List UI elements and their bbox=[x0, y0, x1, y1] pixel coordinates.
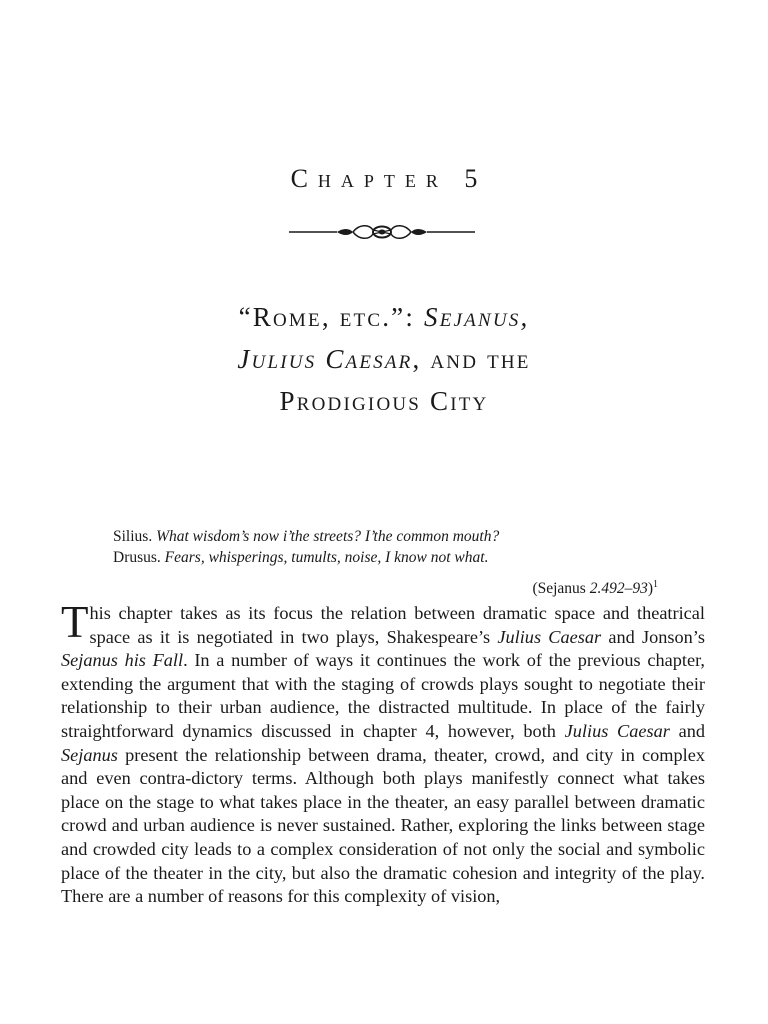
epigraph bbox=[113, 526, 658, 599]
body-paragraph: This chapter takes as its focus the relation between dramatic space and theatrical space as it is negotiated in two plays, Shakespeare’s Julius Caesar and Jonson’s Sejanus his Fall. In a number of ways it continues the work of the previous chapter, extending the argument that with the staging of crowds plays sought to negotiate their relationship to their urban audience, the distracted multitude. In place of the fairly straightforward dynamics discussed in chapter 4, however, both Julius Caesar and Sejanus present the relationship between drama, theater, crowd, and city in complex and even contra-dictory terms. Although both plays manifestly connect what takes place on the stage to what takes place in the theater, an easy parallel between dramatic crowd and urban audience is never sustained. Rather, exploring the links between stage and crowded city leads to a complex consideration of not only the social and symbolic place of the theater in the city, but also the dramatic cohesion and integrity of the play. There are a number of reasons for this complexity of vision, bbox=[61, 597, 706, 907]
drop-cap: T bbox=[61, 597, 89, 647]
title-line-1: “Rome, etc.”: Sejanus, bbox=[238, 302, 530, 332]
footnote-marker[interactable]: 1 bbox=[653, 579, 658, 590]
chapter-title bbox=[0, 296, 768, 422]
epigraph-line-2: Drusus. Fears, whisperings, tumults, noise, I know not what. bbox=[113, 549, 489, 566]
chapter-label: Chapter 5 bbox=[290, 164, 488, 193]
ornament-divider-icon bbox=[287, 220, 477, 244]
title-line-3: Prodigious City bbox=[279, 386, 489, 416]
epigraph-citation: (Sejanus 2.492–93)$^1$ bbox=[532, 579, 658, 598]
title-line-2: Julius Caesar, and the bbox=[237, 344, 531, 374]
epigraph-line-1: Silius. What wisdom’s now i’the streets? I’the common mouth? bbox=[113, 528, 500, 545]
